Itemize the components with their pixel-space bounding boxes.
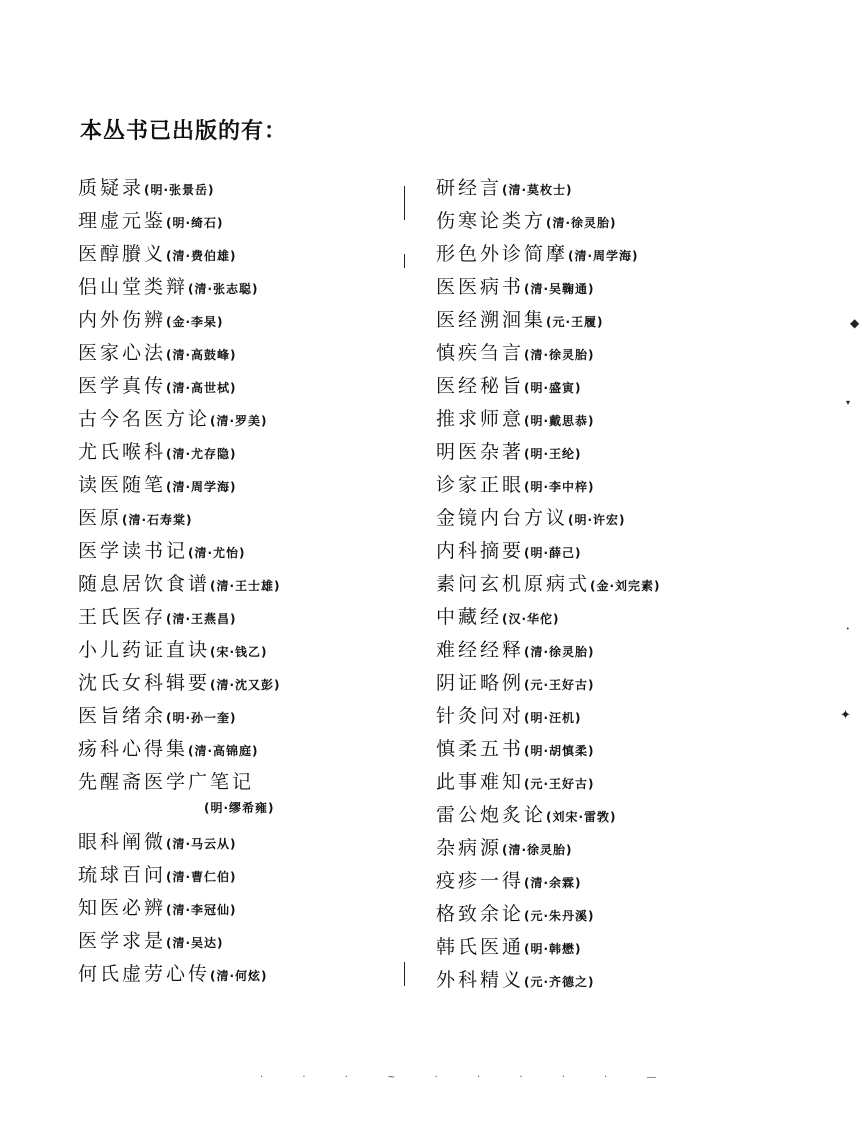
book-author: (清·费伯雄) (166, 249, 237, 263)
book-title: 格致余论 (436, 903, 525, 925)
book-title: 医学真传 (78, 375, 167, 397)
book-author: (清·高锦庭) (188, 744, 259, 758)
book-entry (78, 636, 281, 669)
book-author: (宋·钱乙) (210, 645, 268, 659)
book-title: 研经言 (436, 177, 503, 199)
book-entry (436, 504, 661, 537)
book-title: 明医杂著 (436, 441, 525, 463)
book-entry (436, 702, 661, 735)
book-author: (明·许宏) (568, 513, 626, 527)
book-author: (金·刘完素) (590, 579, 661, 593)
book-author: (汉·华佗) (502, 612, 560, 626)
book-entry (78, 207, 281, 240)
book-title: 小儿药证直诀 (78, 639, 211, 661)
book-title: 医学读书记 (78, 540, 189, 562)
scan-noise: · · · ~ · · · · · — (260, 1072, 675, 1083)
book-entry (78, 735, 281, 768)
book-entry (78, 372, 281, 405)
book-author: (清·徐灵胎) (524, 645, 595, 659)
book-entry (436, 669, 661, 702)
book-entry (78, 273, 281, 306)
book-author: (清·张志聪) (188, 282, 259, 296)
book-entry (436, 207, 661, 240)
book-author: (清·李冠仙) (166, 903, 237, 917)
book-entry (78, 504, 281, 537)
book-entry (78, 537, 281, 570)
book-author: (明·盛寅) (524, 381, 582, 395)
book-title: 医原 (78, 507, 123, 529)
book-title: 内科摘要 (436, 540, 525, 562)
book-author: (清·王燕昌) (166, 612, 237, 626)
book-title: 难经经释 (436, 639, 525, 661)
book-entry (78, 174, 281, 207)
book-title: 尤氏喉科 (78, 441, 167, 463)
book-title: 外科精义 (436, 969, 525, 991)
book-title: 随息居饮食谱 (78, 573, 211, 595)
book-author: (清·余霖) (524, 876, 582, 890)
book-author: (明·张景岳) (144, 183, 215, 197)
book-entry (78, 405, 281, 438)
book-title: 金镜内台方议 (436, 507, 569, 529)
book-title: 眼科阐微 (78, 831, 167, 853)
book-entry (436, 636, 661, 669)
book-title: 杂病源 (436, 837, 503, 859)
book-author: (元·王好古) (524, 678, 595, 692)
book-entry (436, 471, 661, 504)
book-author: (清·徐灵胎) (524, 348, 595, 362)
book-entry (436, 570, 661, 603)
book-entry (78, 669, 281, 702)
book-entry (436, 438, 661, 471)
book-author: (清·尤怡) (188, 546, 246, 560)
book-title: 医经秘旨 (436, 375, 525, 397)
book-entry (78, 828, 281, 861)
book-author: (明·戴思恭) (524, 414, 595, 428)
book-entry (78, 603, 281, 636)
book-entry (78, 471, 281, 504)
book-author: (明·孙一奎) (166, 711, 237, 725)
book-author: (清·莫枚士) (502, 183, 573, 197)
book-author: (明·胡慎柔) (524, 744, 595, 758)
book-title: 伤寒论类方 (436, 210, 547, 232)
book-entry (436, 834, 661, 867)
book-entry (78, 570, 281, 603)
book-author: (元·齐德之) (524, 975, 595, 989)
book-title: 医学求是 (78, 930, 167, 952)
book-author: (清·高鼓峰) (166, 348, 237, 362)
book-author: (清·何炫) (210, 969, 268, 983)
book-author: (元·王履) (546, 315, 604, 329)
scan-speck: ✦ (840, 708, 851, 723)
book-entry (436, 603, 661, 636)
book-title: 医醇賸义 (78, 243, 167, 265)
book-entry (436, 273, 661, 306)
column-divider-bottom (404, 962, 405, 986)
book-author: (明·李中梓) (524, 480, 595, 494)
book-title: 质疑录 (78, 177, 145, 199)
book-title: 中藏经 (436, 606, 503, 628)
book-author: (明·缪希雍) (204, 801, 275, 815)
book-title: 琉球百问 (78, 864, 167, 886)
book-title: 韩氏医通 (436, 936, 525, 958)
book-entry (78, 339, 281, 372)
book-title: 疫疹一得 (436, 870, 525, 892)
book-title: 诊家正眼 (436, 474, 525, 496)
book-entry (436, 174, 661, 207)
book-author: (刘宋·雷敩) (546, 810, 617, 824)
book-author: (清·罗美) (210, 414, 268, 428)
book-title: 侣山堂类辩 (78, 276, 189, 298)
book-author: (明·薛己) (524, 546, 582, 560)
book-entry (436, 867, 661, 900)
book-author: (清·徐灵胎) (546, 216, 617, 230)
book-title: 理虚元鉴 (78, 210, 167, 232)
book-entry (436, 240, 661, 273)
book-author: (清·高世栻) (166, 381, 237, 395)
book-entry (78, 960, 281, 993)
book-title: 王氏医存 (78, 606, 167, 628)
book-author: (清·石寿棠) (122, 513, 193, 527)
book-author: (明·绮石) (166, 216, 224, 230)
book-author: (清·徐灵胎) (502, 843, 573, 857)
book-author: (清·周学海) (166, 480, 237, 494)
book-title: 读医随笔 (78, 474, 167, 496)
book-entry (436, 339, 661, 372)
book-author: (清·周学海) (568, 249, 639, 263)
book-entry (78, 768, 281, 828)
book-title: 先醒斋医学广笔记 (78, 771, 255, 793)
book-entry (436, 900, 661, 933)
book-title: 疡科心得集 (78, 738, 189, 760)
book-author: (元·王好古) (524, 777, 595, 791)
book-entry (436, 801, 661, 834)
book-title: 医旨绪余 (78, 705, 167, 727)
book-author: (元·朱丹溪) (524, 909, 595, 923)
book-title: 针灸问对 (436, 705, 525, 727)
book-entry (436, 537, 661, 570)
book-entry (78, 240, 281, 273)
book-title: 沈氏女科辑要 (78, 672, 211, 694)
book-title: 素问玄机原病式 (436, 573, 591, 595)
book-title: 古今名医方论 (78, 408, 211, 430)
book-author: (清·王士雄) (210, 579, 281, 593)
book-author: (清·马云从) (166, 837, 237, 851)
scan-speck: ▾ (846, 398, 851, 407)
book-entry (436, 306, 661, 339)
book-entry (78, 702, 281, 735)
book-list-right-column (436, 174, 661, 999)
book-author: (清·曹仁伯) (166, 870, 237, 884)
column-divider-mid (404, 254, 405, 268)
book-list-left-column (78, 174, 281, 993)
book-title: 雷公炮炙论 (436, 804, 547, 826)
book-title: 医家心法 (78, 342, 167, 364)
book-author: (清·吴达) (166, 936, 224, 950)
book-entry (436, 933, 661, 966)
book-entry (78, 927, 281, 960)
book-author: (清·尤存隐) (166, 447, 237, 461)
book-author: (金·李杲) (166, 315, 224, 329)
book-title: 慎疾刍言 (436, 342, 525, 364)
book-entry (78, 894, 281, 927)
book-entry (78, 306, 281, 339)
book-entry (436, 768, 661, 801)
book-title: 内外伤辨 (78, 309, 167, 331)
book-entry (78, 438, 281, 471)
book-title: 医医病书 (436, 276, 525, 298)
book-author: (清·沈又彭) (210, 678, 281, 692)
scan-speck: • (846, 626, 850, 633)
book-author: (明·王纶) (524, 447, 582, 461)
book-title: 此事难知 (436, 771, 525, 793)
book-title: 知医必辨 (78, 897, 167, 919)
scan-speck: ◆ (850, 316, 860, 330)
book-entry (78, 861, 281, 894)
book-title: 医经溯洄集 (436, 309, 547, 331)
book-title: 推求师意 (436, 408, 525, 430)
book-entry (436, 735, 661, 768)
book-title: 形色外诊简摩 (436, 243, 569, 265)
page-heading: 本丛书已出版的有： (80, 119, 288, 144)
book-entry (436, 405, 661, 438)
book-entry (436, 966, 661, 999)
book-author: (明·韩懋) (524, 942, 582, 956)
book-title: 何氏虚劳心传 (78, 963, 211, 985)
book-entry (436, 372, 661, 405)
book-title: 慎柔五书 (436, 738, 525, 760)
book-author: (清·吴鞠通) (524, 282, 595, 296)
book-author: (明·汪机) (524, 711, 582, 725)
book-title: 阴证略例 (436, 672, 525, 694)
column-divider-top (404, 186, 405, 220)
